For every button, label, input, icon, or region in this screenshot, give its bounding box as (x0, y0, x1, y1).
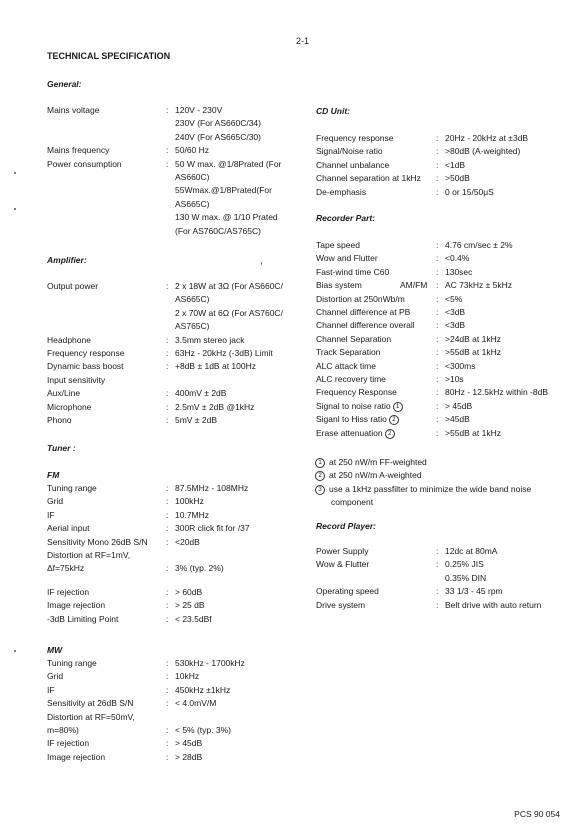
spec-separator: : (436, 173, 439, 184)
footnote-marker-icon: 2 (385, 429, 395, 439)
footnote-continuation: component (331, 497, 374, 508)
spec-separator: : (166, 334, 169, 345)
footnote (313, 469, 422, 482)
spec-label: Frequency Response (316, 387, 397, 398)
spec-separator: : (436, 546, 439, 556)
spec-value: +8dB ± 1dB at 100Hz (175, 361, 256, 372)
spec-separator: : (436, 586, 439, 597)
spec-value: Belt drive with auto return (445, 599, 542, 610)
spec-separator: : (436, 320, 439, 331)
spec-value: 33 1/3 - 45 rpm (445, 586, 503, 597)
spec-separator: : (166, 523, 169, 534)
footnote (313, 483, 531, 496)
spec-value: AS765C) (175, 321, 210, 332)
spec-value: 12dc at 80mA (445, 546, 498, 556)
spec-label: Channel unbalance (316, 159, 390, 170)
footnote-marker-icon: 1 (393, 402, 403, 412)
footnote-text: at 250 nW/m A-weighted (329, 470, 422, 481)
section-heading-general: General: (47, 79, 82, 89)
spec-label: Tuning range (47, 658, 97, 668)
spec-separator: : (436, 427, 439, 438)
spec-label: Track Separation (316, 347, 381, 358)
spec-value: (For AS760C/AS765C) (175, 225, 261, 236)
spec-label: Bias system (316, 280, 362, 291)
spec-label: Distortion at 250nWb/m (316, 293, 405, 304)
spec-label: Wow and Flutter (316, 253, 378, 264)
spec-label: Distortion at RF=50mV, (47, 711, 135, 722)
spec-value: 3.5mm stereo jack (175, 334, 245, 345)
spec-value: <0.4% (445, 253, 470, 264)
spec-sublabel: AM/FM (400, 280, 428, 291)
spec-separator: : (166, 105, 169, 115)
footnote-marker-icon: 1 (315, 458, 325, 468)
spec-value: 50 W max. @1/8Prated (For (175, 158, 282, 169)
spec-value: <20dB (175, 536, 200, 547)
spec-value: <5% (445, 293, 463, 304)
footnote-marker-icon: 2 (389, 415, 399, 425)
spec-label: Headphone (47, 334, 91, 345)
spec-value: 2.5mV ± 2dB @1kHz (175, 401, 255, 412)
spec-label: Tuning range (47, 483, 97, 493)
spec-value: >45dB (445, 414, 470, 425)
spec-value: 55Wmax.@1/8Prated(For (175, 185, 272, 196)
spec-separator: : (436, 387, 439, 398)
section-heading-mw: MW (47, 645, 63, 655)
spec-value: 0.35% DIN (445, 572, 487, 583)
spec-value: 0.25% JIS (445, 559, 484, 570)
spec-separator: : (436, 146, 439, 157)
spec-label: Output power (47, 281, 99, 291)
spec-value: <3dB (445, 320, 466, 331)
spec-label: Signal to noise ratio 1 (316, 400, 403, 413)
section-heading-cd-unit: CD Unit: (316, 106, 350, 116)
spec-value: > 45dB (445, 400, 473, 411)
spec-value: 2 x 70W at 6Ω (For AS760C/ (175, 307, 283, 318)
page-title: TECHNICAL SPECIFICATION (47, 51, 171, 61)
spec-separator: : (166, 586, 169, 597)
spec-separator: : (436, 599, 439, 610)
spec-label: IF rejection (47, 586, 90, 597)
page-number: 2-1 (296, 36, 310, 46)
spec-value: 450kHz ±1kHz (175, 684, 231, 695)
spec-label: Distortion at RF=1mV, (47, 550, 131, 560)
spec-value: > 25 dB (175, 600, 205, 611)
spec-value: > 28dB (175, 751, 203, 762)
spec-separator: : (436, 266, 439, 277)
spec-value: AS665C) (175, 198, 210, 209)
spec-value: 0 or 15/50μS (445, 186, 494, 197)
spec-separator: : (166, 684, 169, 695)
spec-value: <300ms (445, 360, 476, 371)
spec-label: Microphone (47, 401, 92, 412)
spec-label: Power consumption (47, 158, 122, 169)
spec-separator: : (436, 360, 439, 371)
spec-label: Δf=75kHz (47, 563, 85, 574)
scan-speck (14, 208, 16, 210)
spec-label: Image rejection (47, 600, 106, 611)
spec-separator: : (436, 240, 439, 250)
footnote-text: at 250 nW/m FF-weighted (329, 457, 427, 467)
spec-separator: : (436, 374, 439, 384)
spec-value: >80dB (A-weighted) (445, 146, 521, 157)
scan-speck (14, 172, 16, 174)
spec-separator: : (436, 414, 439, 425)
section-heading-fm: FM (47, 470, 60, 480)
spec-value: AS660C) (175, 171, 210, 182)
spec-label: Wow & Flutter (316, 559, 370, 570)
spec-separator: : (436, 559, 439, 570)
spec-separator: : (436, 159, 439, 170)
spec-label: Erase attenuation 2 (316, 427, 395, 440)
document-code: PCS 90 054 (514, 809, 560, 819)
scan-speck (261, 262, 262, 265)
spec-label: Siganl to Hiss ratio 2 (316, 413, 399, 426)
spec-separator: : (166, 158, 169, 169)
spec-value: 10kHz (175, 671, 200, 682)
spec-label: Grid (47, 496, 64, 507)
spec-separator: : (166, 401, 169, 412)
spec-separator: : (166, 698, 169, 709)
spec-label: Input sensitivity (47, 374, 106, 385)
spec-value: >10s (445, 374, 464, 384)
spec-value: >50dB (445, 173, 470, 184)
spec-label: Channel Separation (316, 333, 392, 344)
spec-separator: : (166, 361, 169, 372)
spec-value: <1dB (445, 159, 466, 170)
spec-label: Sensitivity Mono 26dB S/N (47, 536, 148, 547)
spec-label: Frequency response (47, 348, 125, 358)
spec-value: 4.76 cm/sec ± 2% (445, 240, 513, 250)
spec-label: Signal/Noise ratio (316, 146, 383, 157)
section-heading-record-player: Record Player: (316, 521, 376, 531)
spec-separator: : (436, 280, 439, 291)
spec-label: Phono (47, 415, 72, 425)
spec-separator: : (166, 725, 169, 735)
spec-separator: : (436, 400, 439, 411)
spec-value: 63Hz - 20kHz (-3dB) Limit (175, 348, 273, 358)
spec-label: IF (47, 509, 55, 520)
spec-label: Channel difference overall (316, 320, 415, 331)
spec-separator: : (166, 496, 169, 507)
spec-separator: : (166, 483, 169, 493)
spec-separator: : (436, 253, 439, 264)
spec-label: Operating speed (316, 586, 379, 597)
spec-separator: : (166, 415, 169, 425)
spec-label: ALC attack time (316, 360, 376, 371)
spec-label: Sensitivity at 26dB S/N (47, 698, 134, 709)
spec-value: > 45dB (175, 738, 203, 749)
spec-separator: : (166, 388, 169, 399)
spec-value: <3dB (445, 307, 466, 317)
spec-separator: : (166, 348, 169, 358)
footnote-marker-icon: 3 (315, 485, 325, 495)
spec-label: Channel difference at PB (316, 307, 411, 317)
spec-value: 10.7MHz (175, 509, 210, 520)
spec-value: 240V (For AS665C/30) (175, 131, 261, 142)
spec-value: 3% (typ. 2%) (175, 563, 224, 574)
spec-label: Drive system (316, 599, 366, 610)
spec-separator: : (166, 563, 169, 574)
spec-value: >24dB at 1kHz (445, 333, 501, 344)
spec-label: Dynamic bass boost (47, 361, 124, 372)
spec-separator: : (166, 658, 169, 668)
spec-label: Channel separation at 1kHz (316, 173, 421, 184)
spec-value: 100kHz (175, 496, 204, 507)
spec-label: -3dB Limiting Point (47, 613, 119, 624)
spec-value: >55dB at 1kHz (445, 427, 501, 438)
spec-separator: : (166, 600, 169, 611)
spec-value: 300R click fit for /37 (175, 523, 250, 534)
footnote (313, 456, 427, 469)
spec-label: Power Supply (316, 546, 369, 556)
spec-label: m=80%) (47, 725, 79, 735)
footnote-text: use a 1kHz passfilter to minimize the wide band noise (329, 483, 532, 494)
spec-separator: : (166, 671, 169, 682)
section-heading-recorder: Recorder Part: (316, 213, 376, 223)
spec-value: 530kHz - 1700kHz (175, 658, 245, 668)
spec-label: Aux/Line (47, 388, 81, 399)
spec-value: 400mV ± 2dB (175, 388, 227, 399)
spec-value: 87.5MHz - 108MHz (175, 483, 249, 493)
spec-separator: : (166, 145, 169, 156)
spec-value: > 60dB (175, 586, 203, 597)
spec-value: 80Hz - 12.5kHz within -8dB (445, 387, 548, 398)
spec-value: < 4.0mV/M (175, 698, 217, 709)
spec-separator: : (436, 333, 439, 344)
spec-label: Mains voltage (47, 105, 100, 115)
spec-label: Tape speed (316, 240, 360, 250)
spec-value: 2 x 18W at 3Ω (For AS660C/ (175, 281, 283, 291)
spec-value: 20Hz - 20kHz at ±3dB (445, 133, 529, 143)
spec-label: Fast-wind time C60 (316, 266, 390, 277)
spec-value: 120V - 230V (175, 105, 223, 115)
spec-value: 5mV ± 2dB (175, 415, 217, 425)
spec-label: IF (47, 684, 55, 695)
spec-separator: : (166, 751, 169, 762)
spec-separator: : (166, 509, 169, 520)
spec-value: AS665C) (175, 294, 210, 305)
spec-separator: : (166, 281, 169, 291)
spec-separator: : (436, 347, 439, 358)
spec-separator: : (166, 536, 169, 547)
spec-value: >55dB at 1kHz (445, 347, 501, 358)
section-heading-amplifier: Amplifier: (47, 255, 87, 265)
spec-label: Image rejection (47, 751, 106, 762)
spec-value: 50/60 Hz (175, 145, 210, 156)
spec-separator: : (436, 307, 439, 317)
spec-label: IF rejection (47, 738, 90, 749)
spec-label: Aerial input (47, 523, 90, 534)
spec-separator: : (436, 186, 439, 197)
spec-value: 130sec (445, 266, 473, 277)
spec-separator: : (436, 133, 439, 143)
spec-label: Frequency response (316, 133, 394, 143)
spec-label: Grid (47, 671, 64, 682)
spec-value: 230V (For AS660C/34) (175, 118, 261, 129)
spec-value: < 23.5dBf (175, 613, 212, 624)
spec-label: Mains frequency (47, 145, 110, 156)
spec-value: 130 W max. @ 1/10 Prated (175, 212, 278, 223)
spec-label: ALC recovery time (316, 374, 386, 384)
footnote-marker-icon: 2 (315, 471, 325, 481)
spec-label: De-emphasis (316, 186, 367, 197)
spec-separator: : (166, 613, 169, 624)
scan-speck (14, 650, 16, 652)
spec-value: < 5% (typ. 3%) (175, 725, 231, 735)
spec-separator: : (166, 738, 169, 749)
spec-value: AC 73kHz ± 5kHz (445, 280, 513, 291)
spec-separator: : (436, 293, 439, 304)
section-heading-tuner: Tuner : (47, 443, 76, 453)
